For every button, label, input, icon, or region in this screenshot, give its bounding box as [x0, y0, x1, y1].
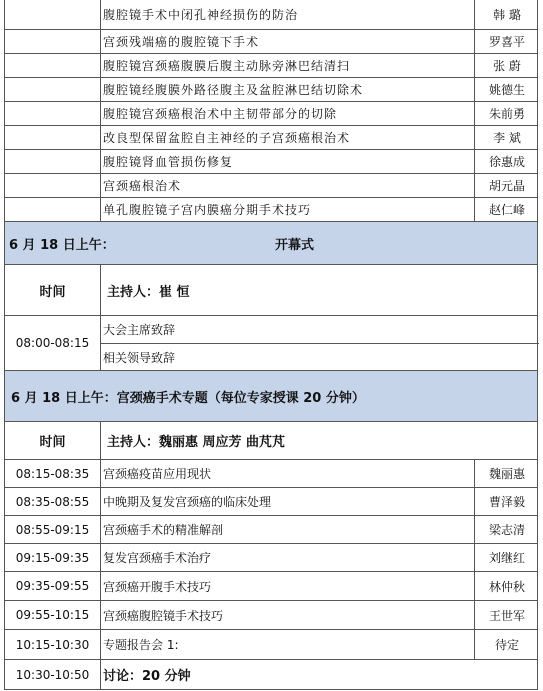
- speaker-cell: 张 蔚: [493, 59, 521, 73]
- topic-cell: 腹腔镜肾血管损伤修复: [101, 150, 475, 173]
- topic-cell: 腹腔镜手术中闭孔神经损伤的防治: [101, 0, 475, 29]
- banner-title: 开幕式: [275, 237, 315, 253]
- time-cell: [5, 54, 101, 77]
- table-row: [4, 174, 538, 198]
- topic-cell: 腹腔镜宫颈癌腹膜后腹主动脉旁淋巴结清扫: [101, 54, 475, 77]
- table-row: [4, 150, 538, 174]
- host-row: [4, 265, 538, 316]
- speaker-cell: 朱前勇: [488, 107, 525, 121]
- table-row: [4, 78, 538, 102]
- speaker-cell: 梁志清: [488, 523, 525, 537]
- host-label: 主持人：崔 恒: [107, 284, 190, 300]
- topic-cell: 复发宫颈癌手术治疗: [101, 544, 475, 571]
- time-cell: [5, 198, 101, 221]
- time-cell: [5, 78, 101, 101]
- session-banner-opening: [4, 222, 538, 265]
- speaker-cell: 李 斌: [493, 131, 521, 145]
- time-cell: [5, 30, 101, 53]
- table-row: [4, 126, 538, 150]
- speaker-cell: 罗喜平: [488, 35, 525, 49]
- topic-cell: 腹腔镜经腹膜外路径腹主及盆腔淋巴结切除术: [101, 78, 475, 101]
- time-cell: 09:35-09:55: [5, 572, 101, 600]
- time-header: 时间: [5, 265, 101, 315]
- topic-cell: 改良型保留盆腔自主神经的子宫颈癌根治术: [101, 126, 475, 149]
- discussion-row: [4, 660, 538, 690]
- table-row: [4, 0, 538, 30]
- table-row: [4, 572, 538, 601]
- time-header: 时间: [5, 422, 101, 459]
- table-row: [4, 460, 538, 488]
- table-row: [4, 54, 538, 78]
- time-cell: 10:30-10:50: [5, 660, 101, 689]
- table-row: [4, 516, 538, 544]
- banner-title: 6 月 18 日上午：宫颈癌手术专题（每位专家授课 20 分钟）: [11, 390, 365, 406]
- time-cell: 08:55-09:15: [5, 516, 101, 543]
- topic-cell: 单孔腹腔镜子宫内膜癌分期手术技巧: [101, 198, 475, 221]
- topic-cell: 宫颈癌开腹手术技巧: [101, 572, 475, 600]
- time-cell: [5, 174, 101, 197]
- table-row: [4, 601, 538, 630]
- banner-date: 6 月 18 日上午：: [9, 237, 115, 253]
- session-banner-cervical: [4, 371, 538, 422]
- speaker-cell: 王世军: [488, 608, 525, 623]
- opening-item: 大会主席致辞: [101, 316, 539, 344]
- speaker-cell: 徐惠成: [488, 155, 525, 169]
- discussion-label: 讨论：20 分钟: [103, 669, 191, 684]
- time-cell: 09:55-10:15: [5, 601, 101, 629]
- speaker-cell: 待定: [494, 638, 519, 652]
- time-cell: [5, 150, 101, 173]
- host-row: [4, 422, 538, 460]
- time-cell: 08:15-08:35: [5, 460, 101, 487]
- speaker-cell: 韩 璐: [493, 8, 521, 22]
- time-cell: 08:00-08:15: [5, 316, 101, 370]
- opening-items-row: [4, 316, 538, 371]
- speaker-cell: 赵仁峰: [488, 203, 525, 217]
- time-cell: 09:15-09:35: [5, 544, 101, 571]
- host-label: 主持人：魏丽惠 周应芳 曲芃芃: [107, 435, 286, 450]
- speaker-cell: 姚德生: [488, 83, 525, 97]
- time-cell: [5, 102, 101, 125]
- topic-cell: 宫颈癌根治术: [101, 174, 475, 197]
- speaker-cell: 曹泽毅: [488, 495, 525, 509]
- speaker-cell: 胡元晶: [488, 179, 525, 193]
- time-cell: 10:15-10:30: [5, 630, 101, 659]
- time-cell: 08:35-08:55: [5, 488, 101, 515]
- speaker-cell: 魏丽惠: [488, 467, 525, 481]
- topic-cell: 宫颈癌疫苗应用现状: [101, 460, 475, 487]
- table-row: [4, 30, 538, 54]
- topic-cell: 宫颈残端癌的腹腔镜下手术: [101, 30, 475, 53]
- topic-cell: 腹腔镜宫颈癌根治术中主韧带部分的切除: [101, 102, 475, 125]
- table-row: [4, 544, 538, 572]
- table-row: [4, 102, 538, 126]
- speaker-cell: 刘继红: [488, 551, 525, 565]
- table-row: [4, 630, 538, 660]
- topic-cell: 宫颈癌手术的精准解剖: [101, 516, 475, 543]
- time-cell: [5, 0, 101, 29]
- table-row: [4, 198, 538, 222]
- time-cell: [5, 126, 101, 149]
- table-row: [4, 488, 538, 516]
- topic-cell: 中晚期及复发宫颈癌的临床处理: [101, 488, 475, 515]
- topic-cell: 宫颈癌腹腔镜手术技巧: [101, 601, 475, 629]
- speaker-cell: 林仲秋: [488, 579, 525, 594]
- topic-cell: 专题报告会 1:: [101, 630, 475, 659]
- opening-item: 相关领导致辞: [103, 351, 176, 365]
